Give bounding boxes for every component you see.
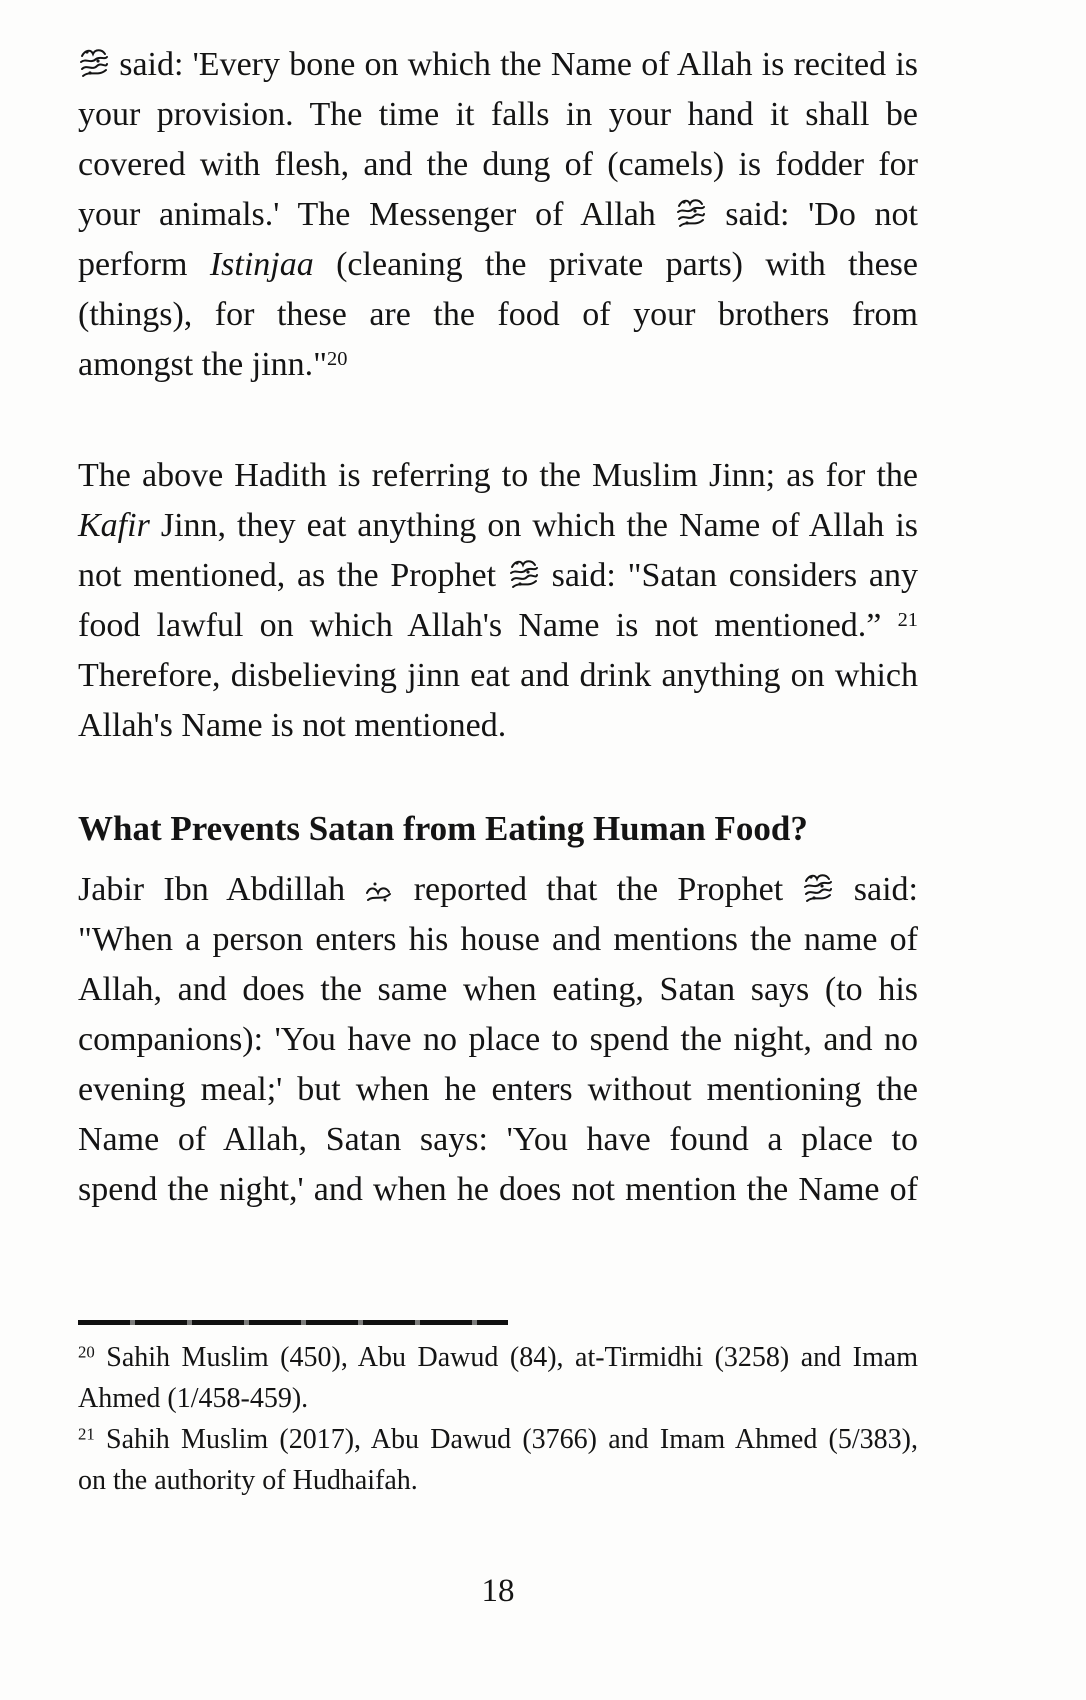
text-line — [78, 40, 918, 90]
text-segment: companions): 'You have no place to spend the night, and no — [78, 1021, 918, 1058]
page-number: 18 — [481, 1573, 515, 1609]
text-segment: said: — [834, 871, 918, 908]
text-line — [78, 1419, 918, 1460]
text-line — [78, 90, 918, 140]
footnote-ref: 20 — [327, 347, 348, 370]
footnotes-section — [78, 1320, 918, 1501]
text-line — [78, 190, 918, 240]
text-segment: spend the night,' and when he does not mention the Name of — [78, 1171, 918, 1208]
text-line — [78, 1460, 918, 1501]
text-line — [78, 1337, 918, 1378]
text-line — [78, 651, 918, 701]
footnote-ref: 21 — [78, 1424, 95, 1444]
paragraph — [78, 865, 918, 1215]
footnote-ref: 21 — [897, 608, 918, 631]
text-segment: Istinjaa — [209, 246, 314, 283]
text-segment: your provision. The time it falls in your hand it shall be — [78, 96, 918, 133]
text-line — [78, 915, 918, 965]
text-segment: amongst the jinn." — [78, 346, 328, 383]
text-line — [78, 701, 918, 751]
pbuh-calligraphy-icon — [78, 46, 110, 82]
paragraph — [78, 40, 918, 390]
text-segment: Sahih Muslim (450), Abu Dawud (84), at-Tirmidhi (3258) and Imam — [94, 1342, 918, 1373]
text-blocks — [78, 40, 918, 1215]
text-line — [78, 1165, 918, 1215]
text-segment: Name of Allah, Satan says: 'You have found a place to — [78, 1121, 918, 1158]
footnote-ref: 20 — [78, 1342, 95, 1362]
radiallahu-anhu-calligraphy-icon — [364, 880, 394, 906]
text-segment: reported that the Prophet — [394, 871, 803, 908]
text-segment: said: 'Do not — [706, 196, 919, 233]
text-segment: Allah's Name is not mentioned. — [78, 707, 507, 744]
text-segment: Sahih Muslim (2017), Abu Dawud (3766) and Imam Ahmed (5/383), — [94, 1424, 918, 1455]
text-segment: said: 'Every bone on which the Name of Allah is recited is — [110, 46, 918, 83]
text-segment: Jabir Ibn Abdillah — [78, 871, 365, 908]
pbuh-calligraphy-icon — [802, 871, 834, 907]
text-line — [78, 501, 918, 551]
text-line — [78, 340, 918, 390]
text-segment: Kafir — [78, 507, 150, 544]
text-segment: said: "Satan considers any — [539, 557, 918, 594]
text-segment: The above Hadith is referring to the Muslim Jinn; as for the — [78, 457, 918, 494]
section-heading: What Prevents Satan from Eating Human Food? — [78, 809, 808, 848]
text-line — [78, 240, 918, 290]
pbuh-calligraphy-icon — [675, 196, 707, 232]
text-line — [78, 1115, 918, 1165]
text-segment: evening meal;' but when he enters without mentioning the — [78, 1071, 918, 1108]
paragraph — [78, 451, 918, 751]
text-line — [78, 965, 918, 1015]
text-segment: perform — [78, 246, 210, 283]
pbuh-calligraphy-icon — [508, 557, 540, 593]
text-line — [78, 140, 918, 190]
text-segment: your animals.' The Messenger of Allah — [78, 196, 675, 233]
text-segment: covered with flesh, and the dung of (camels) is fodder for — [78, 146, 918, 183]
text-segment: Allah, and does the same when eating, Satan says (to his — [78, 971, 918, 1008]
text-segment: (things), for these are the food of your brothers from — [78, 296, 918, 333]
text-line — [78, 865, 918, 915]
text-segment: Ahmed (1/458-459). — [78, 1383, 309, 1414]
text-line — [78, 451, 918, 501]
footnotes-list — [78, 1337, 918, 1501]
page-content — [78, 40, 918, 1610]
text-line — [78, 1065, 918, 1115]
text-line — [78, 1015, 918, 1065]
text-segment: Therefore, disbelieving jinn eat and drink anything on which — [78, 657, 918, 694]
text-line — [78, 601, 918, 651]
footnote-separator-rule — [78, 1320, 508, 1325]
text-segment: Jinn, they eat anything on which the Name of Allah is — [149, 507, 918, 544]
text-line — [78, 290, 918, 340]
text-line — [78, 1378, 918, 1419]
text-segment: (cleaning the private parts) with these — [313, 246, 918, 283]
text-line — [78, 551, 918, 601]
text-segment: food lawful on which Allah's Name is not mentioned.” — [78, 607, 898, 644]
text-segment: not mentioned, as the Prophet — [78, 557, 508, 594]
text-segment: "When a person enters his house and mentions the name of — [78, 921, 918, 958]
text-segment: on the authority of Hudhaifah. — [78, 1465, 418, 1496]
